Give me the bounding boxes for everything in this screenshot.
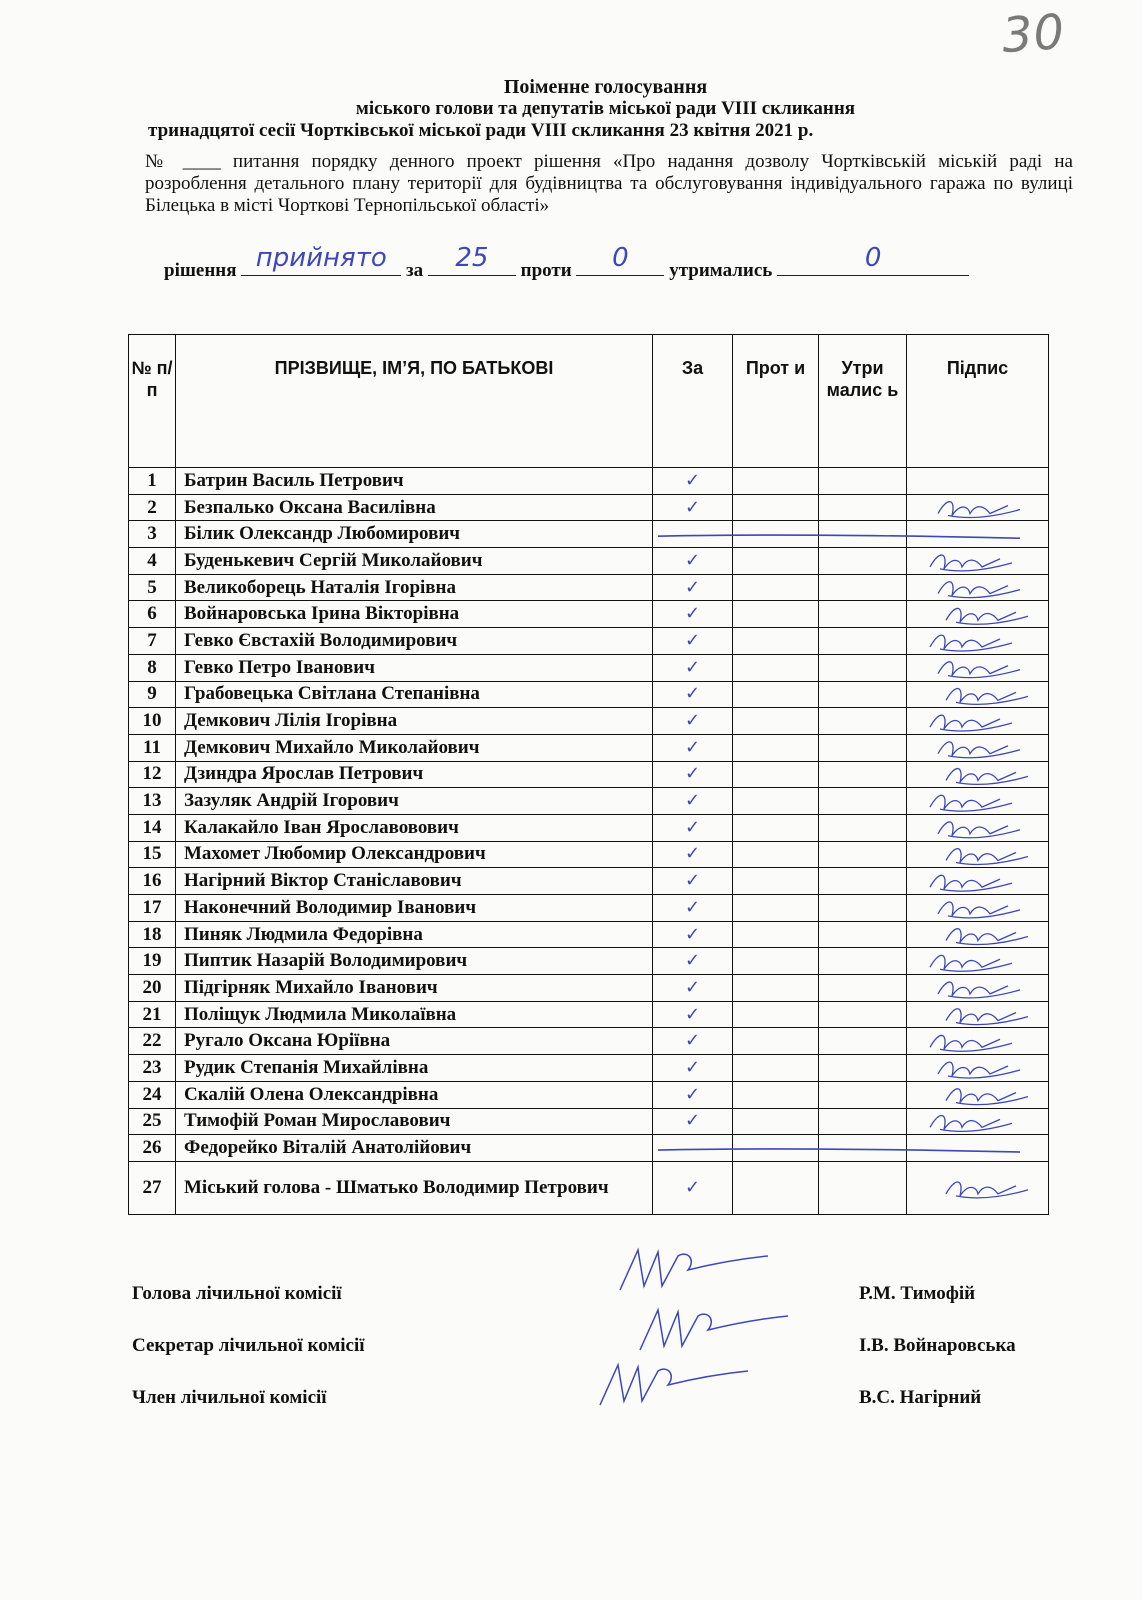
vote-against-cell — [733, 494, 819, 521]
col-header-name: ПРІЗВИЩЕ, ІМ’Я, ПО БАТЬКОВІ — [176, 335, 653, 468]
col-header-num: № п/п — [129, 335, 176, 468]
vote-result — [164, 243, 1074, 282]
row-number: 22 — [129, 1028, 176, 1055]
check-mark-icon: ✓ — [684, 1176, 701, 1198]
vote-abstain-cell — [819, 895, 907, 922]
vote-against-cell — [733, 895, 819, 922]
row-number: 6 — [129, 601, 176, 628]
signature-cell — [907, 601, 1049, 628]
table-row — [129, 841, 1049, 868]
vote-for-cell — [653, 1028, 733, 1055]
vote-abstain-cell — [819, 1028, 907, 1055]
decision-value: прийнято — [255, 243, 387, 273]
vote-for-cell — [653, 521, 733, 548]
check-mark-icon: ✓ — [684, 870, 701, 892]
vote-against-cell — [733, 814, 819, 841]
row-name: Безпалько Оксана Василівна — [176, 494, 653, 521]
vote-for-cell — [653, 601, 733, 628]
row-name: Демкович Лілія Ігорівна — [176, 708, 653, 735]
vote-against-cell — [733, 1028, 819, 1055]
check-mark-icon: ✓ — [684, 603, 701, 625]
commission-name: І.В. Войнаровська — [859, 1335, 1016, 1356]
vote-for-cell — [653, 1161, 733, 1214]
vote-for-cell — [653, 1135, 733, 1162]
signature-cell — [907, 1108, 1049, 1135]
vote-for-cell — [653, 895, 733, 922]
table-row — [129, 1055, 1049, 1082]
vote-against-cell — [733, 1108, 819, 1135]
table-row — [129, 814, 1049, 841]
commission-signature — [640, 1310, 788, 1350]
signature-cell — [907, 521, 1049, 548]
check-mark-icon: ✓ — [684, 710, 701, 732]
row-number: 4 — [129, 548, 176, 575]
row-number: 21 — [129, 1001, 176, 1028]
table-row — [129, 1108, 1049, 1135]
signature-cell — [907, 494, 1049, 521]
vote-abstain-cell — [819, 601, 907, 628]
vote-against-cell — [733, 761, 819, 788]
vote-for-cell — [653, 1055, 733, 1082]
signature-cell — [907, 975, 1049, 1002]
row-name: Рудик Степанія Михайлівна — [176, 1055, 653, 1082]
decision-field — [241, 243, 401, 276]
check-mark-icon: ✓ — [684, 790, 701, 812]
vote-for-cell — [653, 548, 733, 575]
document-title: Поіменне голосування — [503, 76, 708, 98]
check-mark-icon: ✓ — [684, 629, 701, 651]
vote-abstain-cell — [819, 734, 907, 761]
vote-for-cell — [653, 814, 733, 841]
row-name: Скалій Олена Олександрівна — [176, 1081, 653, 1108]
check-mark-icon: ✓ — [684, 923, 701, 945]
row-number: 8 — [129, 654, 176, 681]
row-name: Войнаровська Ірина Вікторівна — [176, 601, 653, 628]
vote-against-cell — [733, 1161, 819, 1214]
vote-for-cell — [653, 654, 733, 681]
vote-abstain-cell — [819, 708, 907, 735]
commission-signature — [600, 1365, 748, 1405]
check-mark-icon: ✓ — [684, 976, 701, 998]
row-number: 18 — [129, 921, 176, 948]
row-name: Федорейко Віталій Анатолійович — [176, 1135, 653, 1162]
row-name: Зазуляк Андрій Ігорович — [176, 788, 653, 815]
table-row — [129, 788, 1049, 815]
row-number: 20 — [129, 975, 176, 1002]
abstain-field — [777, 243, 969, 276]
against-value: 0 — [612, 243, 629, 273]
row-number: 15 — [129, 841, 176, 868]
table-row — [129, 1135, 1049, 1162]
vote-for-cell — [653, 494, 733, 521]
vote-for-cell — [653, 628, 733, 655]
row-name: Калакайло Іван Ярославовович — [176, 814, 653, 841]
check-mark-icon: ✓ — [684, 896, 701, 918]
check-mark-icon: ✓ — [684, 1030, 701, 1052]
signature-cell — [907, 1028, 1049, 1055]
row-number: 24 — [129, 1081, 176, 1108]
check-mark-icon: ✓ — [684, 683, 701, 705]
vote-for-cell — [653, 948, 733, 975]
table-row — [129, 681, 1049, 708]
row-name: Ругало Оксана Юріївна — [176, 1028, 653, 1055]
vote-for-cell — [653, 788, 733, 815]
row-number: 16 — [129, 868, 176, 895]
vote-against-cell — [733, 601, 819, 628]
row-number: 5 — [129, 574, 176, 601]
row-number: 2 — [129, 494, 176, 521]
decision-label: рішення — [164, 260, 237, 281]
table-row — [129, 1081, 1049, 1108]
vote-for-cell — [653, 574, 733, 601]
commission-name: В.С. Нагірний — [859, 1387, 982, 1408]
signature-cell — [907, 868, 1049, 895]
vote-against-cell — [733, 788, 819, 815]
vote-abstain-cell — [819, 1161, 907, 1214]
for-label: за — [406, 260, 424, 281]
signature-cell — [907, 921, 1049, 948]
table-row — [129, 948, 1049, 975]
vote-against-cell — [733, 1081, 819, 1108]
vote-against-cell — [733, 1001, 819, 1028]
row-number: 26 — [129, 1135, 176, 1162]
table-row — [129, 975, 1049, 1002]
row-number: 23 — [129, 1055, 176, 1082]
row-number: 27 — [129, 1161, 176, 1214]
vote-against-cell — [733, 654, 819, 681]
check-mark-icon: ✓ — [684, 1083, 701, 1105]
abstain-label: утримались — [669, 260, 773, 281]
table-row — [129, 521, 1049, 548]
signature-cell — [907, 948, 1049, 975]
check-mark-icon: ✓ — [684, 656, 701, 678]
vote-against-cell — [733, 574, 819, 601]
row-number: 9 — [129, 681, 176, 708]
vote-for-cell — [653, 681, 733, 708]
table-row — [129, 734, 1049, 761]
against-label: проти — [520, 260, 572, 281]
table-row — [129, 895, 1049, 922]
vote-abstain-cell — [819, 574, 907, 601]
check-mark-icon: ✓ — [684, 496, 701, 518]
vote-against-cell — [733, 868, 819, 895]
vote-abstain-cell — [819, 1055, 907, 1082]
vote-for-cell — [653, 761, 733, 788]
vote-abstain-cell — [819, 681, 907, 708]
vote-against-cell — [733, 708, 819, 735]
vote-for-cell — [653, 734, 733, 761]
signature-cell — [907, 1161, 1049, 1214]
col-header-abstain: Утри малис ь — [819, 335, 907, 468]
row-name: Дзиндра Ярослав Петрович — [176, 761, 653, 788]
row-name: Гевко Євстахій Володимирович — [176, 628, 653, 655]
table-row — [129, 921, 1049, 948]
vote-abstain-cell — [819, 628, 907, 655]
vote-for-cell — [653, 975, 733, 1002]
row-name: Поліщук Людмила Миколаївна — [176, 1001, 653, 1028]
abstain-value: 0 — [864, 243, 882, 273]
commission-name: Р.М. Тимофій — [859, 1283, 976, 1304]
vote-for-cell — [653, 1001, 733, 1028]
row-number: 25 — [129, 1108, 176, 1135]
check-mark-icon: ✓ — [684, 549, 701, 571]
signature-cell — [907, 761, 1049, 788]
table-row — [129, 601, 1049, 628]
table-row — [129, 1028, 1049, 1055]
table-row — [129, 468, 1049, 495]
row-name: Батрин Василь Петрович — [176, 468, 653, 495]
vote-abstain-cell — [819, 921, 907, 948]
table-row — [129, 574, 1049, 601]
table-row — [129, 628, 1049, 655]
signature-cell — [907, 574, 1049, 601]
row-name: Підгірняк Михайло Іванович — [176, 975, 653, 1002]
vote-abstain-cell — [819, 761, 907, 788]
vote-abstain-cell — [819, 494, 907, 521]
vote-abstain-cell — [819, 841, 907, 868]
vote-abstain-cell — [819, 521, 907, 548]
vote-against-cell — [733, 468, 819, 495]
signature-cell — [907, 1135, 1049, 1162]
row-name: Нагірний Віктор Станіславович — [176, 868, 653, 895]
vote-abstain-cell — [819, 1001, 907, 1028]
check-mark-icon: ✓ — [684, 950, 701, 972]
signature-cell — [907, 468, 1049, 495]
check-mark-icon: ✓ — [684, 1003, 701, 1025]
vote-abstain-cell — [819, 814, 907, 841]
agenda-question: № ____ питання порядку денного проект рішення «Про надання дозволу Чортківській міській раді на розроблення детального плану території для будівництва та обслуговування індивідуального гаража по вулиці Білецька в місті Чорткові Тернопільської області» — [145, 151, 1073, 216]
row-name: Грабовецька Світлана Степанівна — [176, 681, 653, 708]
vote-against-cell — [733, 921, 819, 948]
vote-against-cell — [733, 628, 819, 655]
vote-against-cell — [733, 1055, 819, 1082]
vote-for-cell — [653, 921, 733, 948]
col-header-for: За — [653, 335, 733, 468]
vote-abstain-cell — [819, 654, 907, 681]
vote-abstain-cell — [819, 975, 907, 1002]
table-row — [129, 1161, 1049, 1214]
check-mark-icon: ✓ — [684, 576, 701, 598]
row-name: Великоборець Наталія Ігорівна — [176, 574, 653, 601]
table-row — [129, 868, 1049, 895]
signature-cell — [907, 548, 1049, 575]
table-row — [129, 1001, 1049, 1028]
row-number: 17 — [129, 895, 176, 922]
vote-for-cell — [653, 868, 733, 895]
row-number: 19 — [129, 948, 176, 975]
vote-against-cell — [733, 681, 819, 708]
commission-role: Член лічильної комісії — [132, 1387, 327, 1408]
row-name: Демкович Михайло Миколайович — [176, 734, 653, 761]
header-line-2: міського голови та депутатів міської ради VIII скликання — [355, 98, 856, 119]
signature-cell — [907, 1055, 1049, 1082]
header-line-3: тринадцятої сесії Чортківської міської ради VIII скликання 23 квітня 2021 р. — [148, 120, 814, 141]
vote-against-cell — [733, 734, 819, 761]
signature-cell — [907, 1081, 1049, 1108]
for-value: 25 — [455, 243, 489, 273]
table-row — [129, 494, 1049, 521]
vote-abstain-cell — [819, 468, 907, 495]
table-row — [129, 708, 1049, 735]
vote-for-cell — [653, 708, 733, 735]
row-number: 11 — [129, 734, 176, 761]
row-name: Гевко Петро Іванович — [176, 654, 653, 681]
row-number: 12 — [129, 761, 176, 788]
vote-against-cell — [733, 521, 819, 548]
vote-abstain-cell — [819, 788, 907, 815]
row-name: Махомет Любомир Олександрович — [176, 841, 653, 868]
row-name: Пиптик Назарій Володимирович — [176, 948, 653, 975]
roll-call-table — [128, 334, 1049, 1215]
check-mark-icon: ✓ — [684, 1056, 701, 1078]
row-number: 3 — [129, 521, 176, 548]
signature-cell — [907, 841, 1049, 868]
vote-for-cell — [653, 841, 733, 868]
document-header — [138, 76, 1073, 142]
vote-abstain-cell — [819, 948, 907, 975]
signature-cell — [907, 681, 1049, 708]
row-name: Тимофій Роман Мирославович — [176, 1108, 653, 1135]
table-header-row — [129, 335, 1049, 468]
vote-abstain-cell — [819, 1135, 907, 1162]
vote-against-cell — [733, 948, 819, 975]
signature-cell — [907, 895, 1049, 922]
signature-cell — [907, 1001, 1049, 1028]
vote-against-cell — [733, 841, 819, 868]
row-name: Буденькевич Сергій Миколайович — [176, 548, 653, 575]
vote-for-cell — [653, 468, 733, 495]
check-mark-icon: ✓ — [684, 816, 701, 838]
row-number: 1 — [129, 468, 176, 495]
row-number: 13 — [129, 788, 176, 815]
signature-cell — [907, 814, 1049, 841]
check-mark-icon: ✓ — [684, 763, 701, 785]
row-number: 14 — [129, 814, 176, 841]
vote-abstain-cell — [819, 1081, 907, 1108]
row-name: Білик Олександр Любомирович — [176, 521, 653, 548]
table-body — [129, 468, 1049, 1215]
row-name: Пиняк Людмила Федорівна — [176, 921, 653, 948]
vote-abstain-cell — [819, 1108, 907, 1135]
table-row — [129, 654, 1049, 681]
signature-cell — [907, 788, 1049, 815]
signature-cell — [907, 734, 1049, 761]
check-mark-icon: ✓ — [684, 843, 701, 865]
vote-against-cell — [733, 548, 819, 575]
check-mark-icon: ✓ — [684, 1110, 701, 1132]
table-row — [129, 548, 1049, 575]
col-header-against: Прот и — [733, 335, 819, 468]
page-number: 30 — [1000, 3, 1067, 65]
vote-for-cell — [653, 1108, 733, 1135]
check-mark-icon: ✓ — [684, 736, 701, 758]
commission-signature — [620, 1250, 768, 1290]
commission-role: Голова лічильної комісії — [132, 1283, 342, 1304]
against-field — [576, 243, 664, 276]
signature-cell — [907, 628, 1049, 655]
vote-abstain-cell — [819, 548, 907, 575]
vote-against-cell — [733, 975, 819, 1002]
row-number: 10 — [129, 708, 176, 735]
vote-abstain-cell — [819, 868, 907, 895]
signature-cell — [907, 654, 1049, 681]
vote-for-cell — [653, 1081, 733, 1108]
commission-role: Секретар лічильної комісії — [132, 1335, 365, 1356]
check-mark-icon: ✓ — [684, 469, 701, 491]
vote-against-cell — [733, 1135, 819, 1162]
row-name: Наконечний Володимир Іванович — [176, 895, 653, 922]
for-field — [428, 243, 516, 276]
row-number: 7 — [129, 628, 176, 655]
signature-cell — [907, 708, 1049, 735]
col-header-signature: Підпис — [907, 335, 1049, 468]
row-name: Міський голова - Шматько Володимир Петрович — [176, 1161, 653, 1214]
table-row — [129, 761, 1049, 788]
